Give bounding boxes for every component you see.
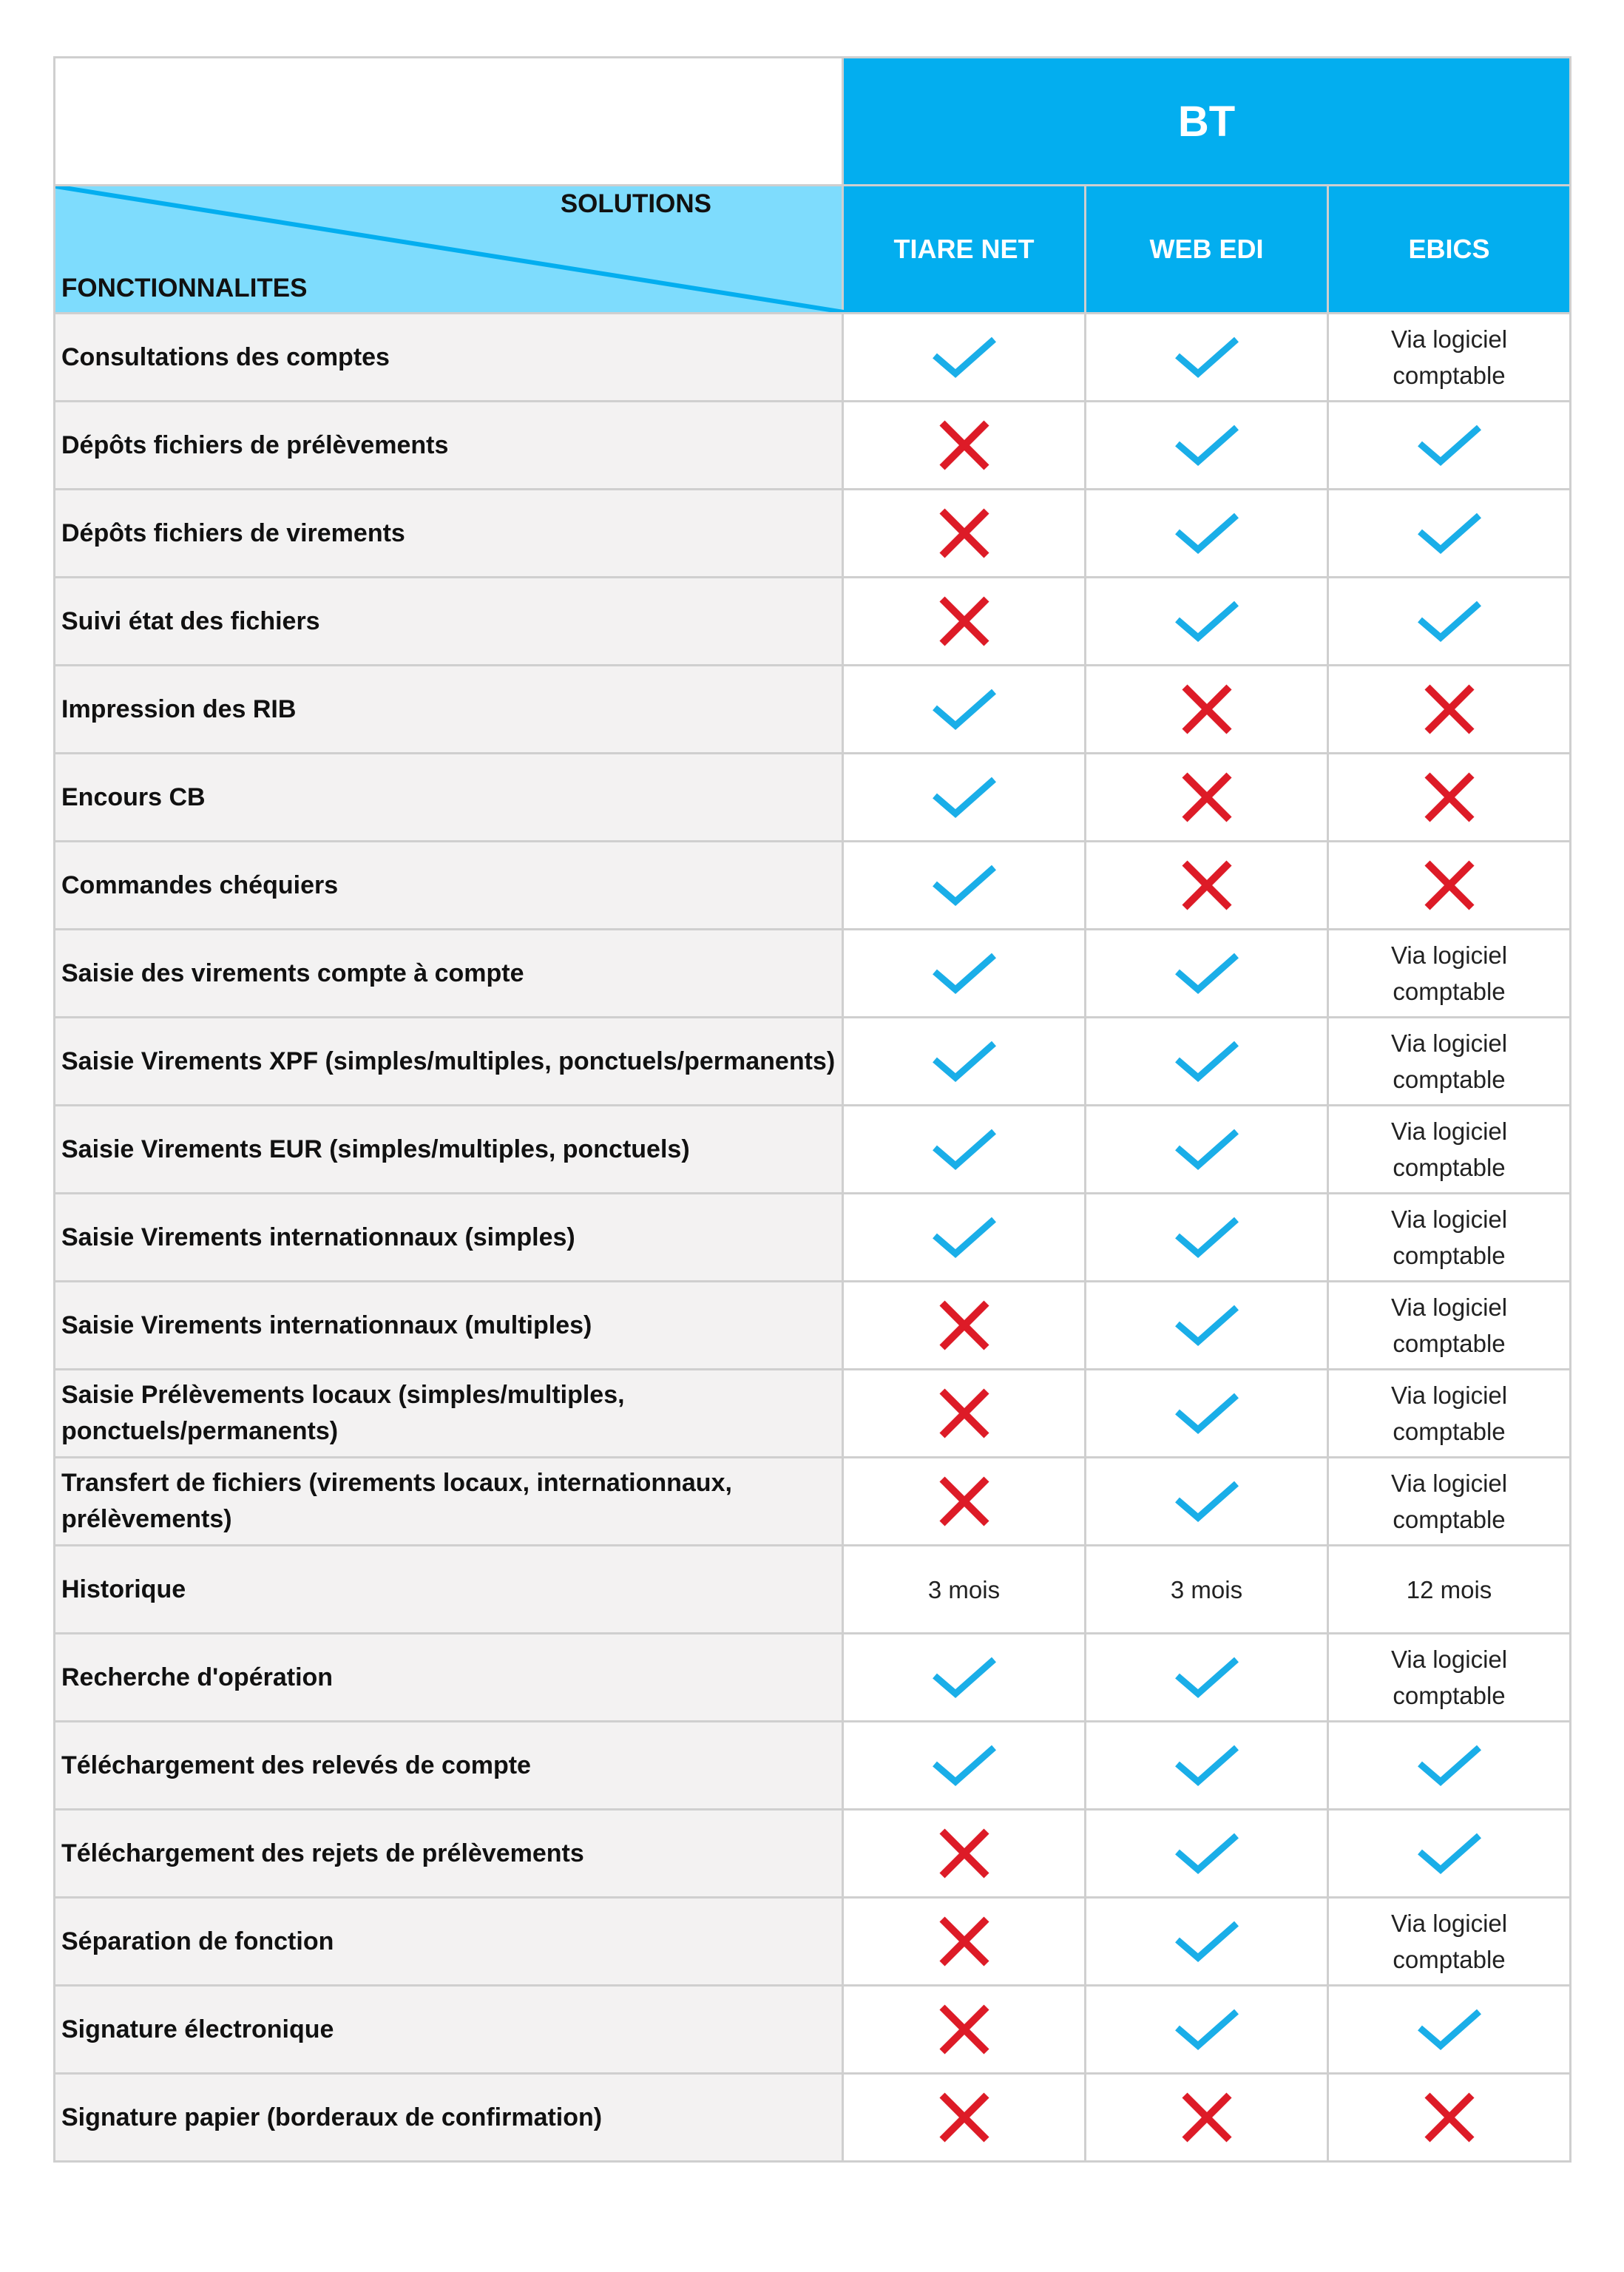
feature-label: Séparation de fonction	[55, 1898, 843, 1986]
value-cell	[843, 1722, 1086, 1810]
check-icon	[1415, 598, 1483, 645]
table-row	[55, 578, 1571, 666]
cross-icon	[1423, 771, 1476, 824]
value-cell	[1328, 1634, 1571, 1722]
value-cell	[843, 1018, 1086, 1106]
value-cell	[1328, 2074, 1571, 2162]
value-cell	[1328, 1810, 1571, 1898]
table-row	[55, 666, 1571, 754]
value-cell	[1086, 1898, 1328, 1986]
corner-header-cell	[55, 186, 843, 314]
feature-label: Saisie Virements internationnaux (simples)	[55, 1194, 843, 1282]
value-cell	[1086, 930, 1328, 1018]
check-icon	[1415, 1742, 1483, 1789]
check-icon	[1173, 1478, 1241, 1525]
check-icon	[930, 686, 998, 733]
value-cell	[1086, 402, 1328, 490]
cross-icon	[938, 1827, 991, 1880]
group-header-bt: BT	[843, 58, 1571, 186]
value-text: Via logiciel comptable	[1390, 1118, 1508, 1181]
value-cell	[843, 402, 1086, 490]
table-row	[55, 2074, 1571, 2162]
check-icon	[930, 1038, 998, 1085]
check-icon	[1415, 1830, 1483, 1877]
check-icon	[1173, 1918, 1241, 1965]
feature-label: Signature électronique	[55, 1986, 843, 2074]
value-cell	[843, 1458, 1086, 1546]
value-cell	[843, 314, 1086, 402]
value-cell	[1328, 1106, 1571, 1194]
table-row	[55, 490, 1571, 578]
value-cell	[843, 1546, 1086, 1634]
check-icon	[1173, 1126, 1241, 1173]
check-icon	[1173, 950, 1241, 997]
value-cell	[1328, 842, 1571, 930]
value-text: Via logiciel comptable	[1390, 1294, 1508, 1357]
feature-label: Saisie Virements internationnaux (multiples)	[55, 1282, 843, 1370]
table-row	[55, 1898, 1571, 1986]
value-text: Via logiciel comptable	[1390, 1910, 1508, 1973]
check-icon	[930, 1742, 998, 1789]
value-text: Via logiciel comptable	[1390, 1470, 1508, 1533]
value-cell	[1328, 402, 1571, 490]
check-icon	[930, 862, 998, 909]
cross-icon	[938, 1387, 991, 1440]
feature-label: Saisie Virements XPF (simples/multiples, ponctuels/permanents)	[55, 1018, 843, 1106]
check-icon	[1173, 422, 1241, 469]
table-row	[55, 314, 1571, 402]
value-text: 3 mois	[927, 1575, 1001, 1603]
feature-label: Recherche d'opération	[55, 1634, 843, 1722]
value-cell	[1328, 490, 1571, 578]
feature-label: Commandes chéquiers	[55, 842, 843, 930]
value-cell	[1328, 1722, 1571, 1810]
check-icon	[1173, 598, 1241, 645]
table-row	[55, 1194, 1571, 1282]
value-text: Via logiciel comptable	[1390, 325, 1508, 389]
cross-icon	[938, 2003, 991, 2056]
value-text: Via logiciel comptable	[1390, 1646, 1508, 1709]
value-cell	[1328, 1986, 1571, 2074]
check-icon	[930, 1214, 998, 1261]
value-cell	[843, 1370, 1086, 1458]
check-icon	[1415, 422, 1483, 469]
comparison-table	[53, 56, 1571, 2163]
value-cell	[1086, 666, 1328, 754]
cross-icon	[938, 1475, 991, 1528]
value-cell	[843, 842, 1086, 930]
value-cell	[843, 1986, 1086, 2074]
value-cell	[1086, 1458, 1328, 1546]
value-cell	[1086, 1282, 1328, 1370]
value-cell	[843, 1282, 1086, 1370]
value-cell	[843, 1810, 1086, 1898]
check-icon	[1173, 1302, 1241, 1349]
check-icon	[1415, 510, 1483, 557]
check-icon	[1173, 2006, 1241, 2053]
table-row	[55, 1634, 1571, 1722]
value-cell	[843, 1634, 1086, 1722]
value-cell	[1328, 1018, 1571, 1106]
value-cell	[1086, 842, 1328, 930]
column-header-ebics: EBICS	[1328, 186, 1571, 314]
table-row	[55, 1018, 1571, 1106]
value-cell	[843, 930, 1086, 1018]
check-icon	[1173, 1742, 1241, 1789]
cross-icon	[1180, 859, 1234, 912]
value-cell	[1328, 930, 1571, 1018]
feature-label: Impression des RIB	[55, 666, 843, 754]
check-icon	[930, 334, 998, 381]
blank-header-cell	[55, 58, 843, 186]
value-cell	[843, 1898, 1086, 1986]
feature-label: Saisie Virements EUR (simples/multiples, ponctuels)	[55, 1106, 843, 1194]
cross-icon	[1423, 859, 1476, 912]
check-icon	[1173, 1390, 1241, 1437]
feature-label: Consultations des comptes	[55, 314, 843, 402]
solutions-label: SOLUTIONS	[560, 189, 711, 218]
value-cell	[1086, 1986, 1328, 2074]
cross-icon	[938, 507, 991, 560]
value-cell	[1328, 754, 1571, 842]
feature-label: Dépôts fichiers de prélèvements	[55, 402, 843, 490]
cross-icon	[938, 595, 991, 648]
feature-label: Suivi état des fichiers	[55, 578, 843, 666]
cross-icon	[938, 2091, 991, 2144]
cross-icon	[938, 1299, 991, 1352]
value-cell	[1086, 1546, 1328, 1634]
value-cell	[1328, 1370, 1571, 1458]
table-row	[55, 754, 1571, 842]
check-icon	[1173, 1654, 1241, 1701]
value-text: Via logiciel comptable	[1390, 1030, 1508, 1093]
value-text: 12 mois	[1406, 1575, 1492, 1603]
feature-label: Encours CB	[55, 754, 843, 842]
value-cell	[1328, 1898, 1571, 1986]
value-cell	[1086, 1810, 1328, 1898]
value-cell	[1328, 1282, 1571, 1370]
value-cell	[843, 1106, 1086, 1194]
value-cell	[1086, 1370, 1328, 1458]
cross-icon	[1180, 683, 1234, 736]
value-cell	[1328, 1458, 1571, 1546]
check-icon	[1173, 510, 1241, 557]
cross-icon	[1423, 2091, 1476, 2144]
cross-icon	[1180, 771, 1234, 824]
table-row	[55, 1546, 1571, 1634]
value-cell	[1086, 1722, 1328, 1810]
features-label: FONCTIONNALITES	[61, 274, 308, 302]
check-icon	[1173, 1830, 1241, 1877]
table-row	[55, 930, 1571, 1018]
value-cell	[1328, 578, 1571, 666]
table-row	[55, 842, 1571, 930]
feature-label: Téléchargement des rejets de prélèvements	[55, 1810, 843, 1898]
feature-label: Saisie des virements compte à compte	[55, 930, 843, 1018]
cross-icon	[938, 419, 991, 472]
value-cell	[843, 578, 1086, 666]
value-text: 3 mois	[1170, 1575, 1243, 1603]
value-text: Via logiciel comptable	[1390, 1382, 1508, 1445]
value-cell	[843, 754, 1086, 842]
table-row	[55, 1722, 1571, 1810]
value-cell	[843, 490, 1086, 578]
value-text: Via logiciel comptable	[1390, 1206, 1508, 1269]
table-row	[55, 1370, 1571, 1458]
check-icon	[930, 1654, 998, 1701]
feature-label: Téléchargement des relevés de compte	[55, 1722, 843, 1810]
table-row	[55, 1282, 1571, 1370]
table-row	[55, 1986, 1571, 2074]
check-icon	[930, 1126, 998, 1173]
column-header-tiare-net: TIARE NET	[843, 186, 1086, 314]
check-icon	[930, 774, 998, 821]
value-cell	[1086, 1018, 1328, 1106]
check-icon	[1173, 1038, 1241, 1085]
cross-icon	[1423, 683, 1476, 736]
value-cell	[1328, 1546, 1571, 1634]
value-cell	[843, 1194, 1086, 1282]
check-icon	[1173, 1214, 1241, 1261]
value-cell	[1328, 666, 1571, 754]
column-header-web-edi: WEB EDI	[1086, 186, 1328, 314]
value-text: Via logiciel comptable	[1390, 941, 1508, 1005]
feature-label: Transfert de fichiers (virements locaux, internationnaux, prélèvements)	[55, 1458, 843, 1546]
value-cell	[1086, 1634, 1328, 1722]
value-cell	[1086, 578, 1328, 666]
cross-icon	[938, 1915, 991, 1968]
value-cell	[1328, 1194, 1571, 1282]
feature-label: Saisie Prélèvements locaux (simples/multiples, ponctuels/permanents)	[55, 1370, 843, 1458]
table-row	[55, 1458, 1571, 1546]
value-cell	[843, 666, 1086, 754]
value-cell	[843, 2074, 1086, 2162]
value-cell	[1328, 314, 1571, 402]
table-row	[55, 1810, 1571, 1898]
value-cell	[1086, 754, 1328, 842]
check-icon	[1415, 2006, 1483, 2053]
feature-label: Historique	[55, 1546, 843, 1634]
value-cell	[1086, 2074, 1328, 2162]
check-icon	[930, 950, 998, 997]
table-row	[55, 1106, 1571, 1194]
feature-label: Dépôts fichiers de virements	[55, 490, 843, 578]
value-cell	[1086, 314, 1328, 402]
value-cell	[1086, 1106, 1328, 1194]
value-cell	[1086, 1194, 1328, 1282]
feature-label: Signature papier (borderaux de confirmation)	[55, 2074, 843, 2162]
cross-icon	[1180, 2091, 1234, 2144]
table-row	[55, 402, 1571, 490]
check-icon	[1173, 334, 1241, 381]
value-cell	[1086, 490, 1328, 578]
